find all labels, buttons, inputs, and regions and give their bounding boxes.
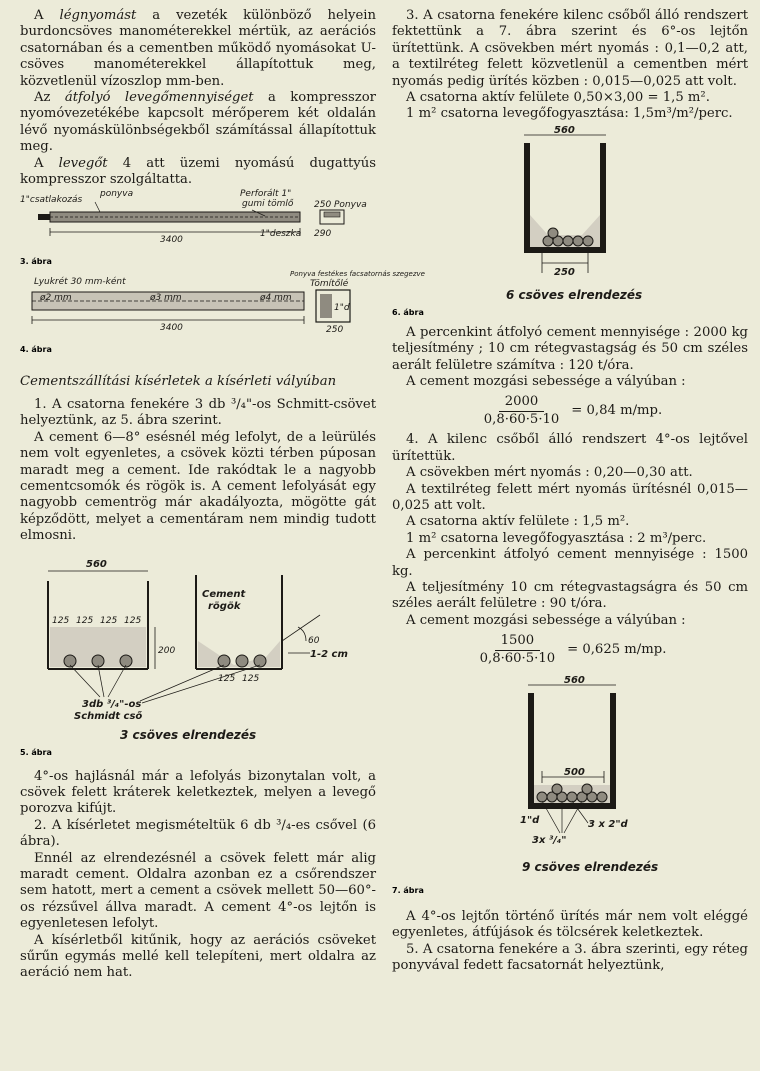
fig4-label-lyukret: Lyukrét 30 mm-ként: [34, 277, 126, 288]
fig4-label-d2: ø2 mm: [40, 293, 72, 304]
fig3-label-perforalt: Perforált 1": [240, 189, 292, 200]
fig5-label-d2: 125: [76, 615, 94, 626]
eq2-result: = 0,625 m/mp.: [567, 641, 667, 657]
fig5-label-b2: 125: [242, 673, 260, 684]
fig4-label-d4: ø4 mm: [260, 293, 292, 304]
section-heading: Cementszállítási kísérletek a kísérleti vályúban: [20, 374, 337, 390]
fig4-label-3400: 3400: [160, 323, 183, 334]
fig5-label-gap: 1-2 cm: [310, 648, 348, 660]
paragraph: A teljesítmény 10 cm rétegvastagságra és 50 cm széles aerált felületre : 90 t/óra.: [392, 579, 748, 612]
fig3-label-csatlakozas: 1"csatlakozás: [20, 195, 83, 206]
fig5-label-d3: 125: [100, 615, 118, 626]
fig7-label-560: 560: [564, 674, 585, 686]
paragraph: 2. A kísérletet megismételtük 6 db ³/₄-es csővel (6 ábra).: [20, 817, 376, 850]
paragraph: Az átfolyó levegőmennyiséget a kompresszor nyomóvezetékébe kapcsolt mérőperem két oldalán lévő nyomáskülönbségekből számítással állapítottuk meg.: [20, 90, 376, 155]
fig4-label-ponyva: Ponyva festékes facsatornás szegezve: [290, 270, 425, 279]
fig5-label-560: 560: [86, 558, 107, 570]
paragraph: A csatorna aktív felülete : 1,5 m².: [406, 514, 630, 530]
fig5-label-rogok: rögök: [208, 600, 241, 612]
fig3-label-ponyva: ponyva: [100, 189, 134, 200]
fig5-label-d1: 125: [52, 615, 70, 626]
paragraph: A cement 6—8° esésnél még lefolyt, de a leürülés nem volt egyenletes, a csövek közti térben púposan maradt meg a cement. Ide rakódtak le a nagyobb cementcsomók és rögök is. A cement lefolyását egy nagyobb cementrög már akadályozta, mögötte gát képződött, melyet a cementáram nem mindig tudott elmosni.: [20, 429, 376, 544]
right-column: [392, 8, 748, 975]
fig7-label-1d: 1"d: [520, 814, 540, 826]
fig6-label-560: 560: [554, 124, 575, 136]
eq1-result: = 0,84 m/mp.: [571, 403, 663, 419]
paragraph: 1 m² csatorna levegőfogyasztása: 1,5m³/m²/perc.: [406, 106, 733, 122]
figure-5-title: 3 csöves elrendezés: [120, 727, 257, 742]
figure-6-caption: 6. ábra: [392, 307, 424, 317]
paragraph: 1 m² csatorna levegőfogyasztása : 2 m³/perc.: [406, 530, 707, 546]
fig5-label-b1: 125: [218, 673, 236, 684]
fig5-label-d4: 125: [124, 615, 142, 626]
paragraph: A levegőt 4 att üzemi nyomású dugattyús kompresszor szolgáltatta.: [20, 155, 377, 188]
fig3-label-deszka: 1"deszka: [260, 229, 302, 240]
fig3-label-ponyva2: Ponyva: [334, 200, 367, 211]
paragraph: 3. A csatorna fenekére kilenc csőből álló rendszert fektettünk a 7. ábra szerint és 6°-os lejtőn ürítettünk. A csövekben mért nyomás : 0,1—0,2 att, a textilréteg felett közvetlenül a cementben mért nyomás pedig ürítés közben : 0,015—0,025 att volt.: [392, 8, 748, 89]
fig5-label-200: 200: [158, 645, 176, 656]
fig4-label-250: 250: [326, 325, 344, 336]
paragraph: A percenkint átfolyó cement mennyisége : 1500 kg.: [392, 547, 748, 579]
figure-7-title: 9 csöves elrendezés: [522, 859, 659, 874]
paragraph: A csövekben mért nyomás : 0,20—0,30 att.: [406, 465, 693, 481]
paragraph: 1. A csatorna fenekére 3 db ³/₄"-os Schmitt-csövet helyeztünk, az 5. ábra szerint.: [20, 396, 376, 429]
paragraph: A cement mozgási sebessége a vályúban :: [406, 374, 686, 390]
paragraph: A percenkint átfolyó cement mennyisége : 2000 kg teljesítmény ; 10 cm rétegvastagság és 50 cm széles aerált felületre számítva : 120 t/óra.: [392, 324, 748, 373]
paragraph: Ennél az elrendezésnél a csövek felett már alig maradt cement. Oldalra azonban ez a csőrendszer sem hatott, mert a cement a csövek mellett 50—60°-os rézsűvel állva maradt. A cement 4°-os lejtőn is egyenletesen lefolyt.: [20, 850, 376, 932]
paragraph: A kísérletből kitűnik, hogy az aerációs csöveket sűrűn egymás mellé kell telepíteni, mert oldalra az aeráció nem hat.: [20, 932, 376, 981]
fig5-label-pipes: 3db ³/₄"-os: [82, 698, 142, 710]
fig7-label-3x34: 3x ³/₄": [532, 834, 567, 846]
fig7-label-3x2d: 3 x 2"d: [588, 818, 628, 830]
fig3-label-290: 290: [314, 229, 332, 240]
fig5-label-cement: Cement: [202, 588, 246, 600]
fig5-label-schmidt: Schmidt cső: [74, 710, 143, 722]
eq2-denominator: 0,8·60·5·10: [479, 650, 556, 666]
figure-7-drawing: [392, 671, 748, 903]
fig5-label-angle: 60: [308, 635, 320, 646]
eq1-numerator: 2000: [499, 394, 545, 411]
eq1-denominator: 0,8·60·5·10: [483, 411, 560, 427]
paragraph: 4. A kilenc csőből álló rendszert 4°-os lejtővel ürítettük.: [392, 432, 748, 464]
paragraph: A cement mozgási sebessége a vályúban :: [406, 612, 686, 628]
figure-6-title: 6 csöves elrendezés: [506, 287, 643, 302]
figure-7-caption: 7. ábra: [392, 885, 424, 895]
paragraph: 4°-os hajlásnál már a lefolyás bizonytalan volt, a csövek felett kráterek keletkeztek, melyen a levegő porozva kifújt.: [20, 768, 376, 817]
figure-6-drawing: [392, 123, 748, 319]
fig4-label-1d: 1"d: [334, 303, 350, 314]
equation-2: [392, 633, 748, 667]
fig3-label-250: 250: [314, 200, 332, 211]
figure-3-drawing: [20, 188, 376, 270]
figure-3-caption: 3. ábra: [20, 257, 52, 267]
figure-5-caption: 5. ábra: [20, 747, 52, 757]
figure-5-drawing: [20, 545, 376, 757]
paragraph: A textilréteg felett mért nyomás ürítésnél 0,015—0,025 att volt.: [392, 481, 748, 513]
paragraph: A 4°-os lejtőn történő ürítés már nem volt eléggé egyenletes, átfújások és tölcsérek keletkeztek.: [392, 908, 748, 941]
fig3-label-3400: 3400: [160, 235, 183, 246]
fig3-label-tomlo: gumi tömlő: [242, 199, 294, 210]
fig6-label-250: 250: [554, 266, 575, 278]
paragraph: A légnyomást a vezeték különböző helyein burdoncsöves manométerekkel mértük, az aerációs csatornában és a cementben működő nyomásokat U-csöves manométerekkel állapítottuk meg, közvetlenül vízoszlop mm-ben.: [20, 8, 376, 89]
fig4-label-tomito: Tömítőlé: [310, 279, 349, 290]
equation-1: [392, 394, 748, 428]
fig7-label-500: 500: [564, 766, 585, 778]
figure-4-caption: 4. ábra: [20, 345, 52, 355]
fig4-label-d3: ø3 mm: [150, 293, 182, 304]
eq2-numerator: 1500: [495, 633, 541, 650]
paragraph: A csatorna aktív felülete 0,50×3,00 = 1,5 m².: [406, 90, 710, 106]
paragraph: 5. A csatorna fenekére a 3. ábra szerinti, egy réteg ponyvával fedett facsatornát helyeztünk,: [392, 941, 748, 974]
